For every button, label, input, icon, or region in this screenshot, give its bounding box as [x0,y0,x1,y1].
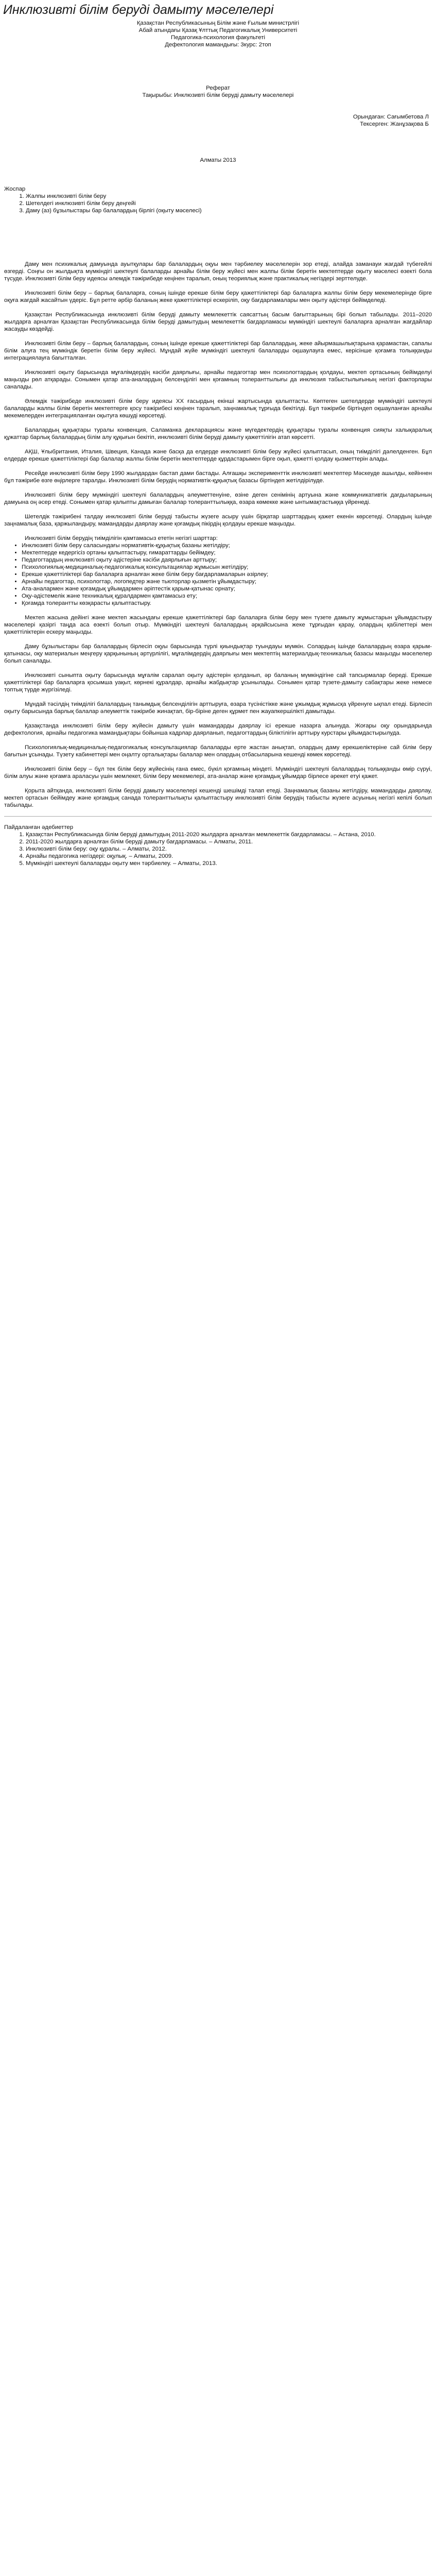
paragraph: Ресейде инклюзивті білім беру 1990 жылдардан бастап дами бастады. Алғашқы эксперименттік инклюзивті мектептер Мәскеуде ашылды, кейіннен бұл тәжірибе өзге өңірлерге таралды. Инклюзивті білім берудің нормативтік-құқықтық базасы біртіндеп жетілдірілуде. [4,470,432,484]
list-item: • Педагогтардың инклюзивті оқыту әдістеріне кәсіби даярлығын арттыру; [22,556,432,564]
reference-item: 4. Арнайы педагогика негіздері: оқулық. – Алматы, 2009. [26,853,432,860]
toc-item: 3. Даму (аз) бұзылыстары бар балалардың бірлігі (оқыту мәселесі) [26,207,432,214]
divider [4,816,432,817]
doc-type: Реферат [206,85,230,91]
paragraph: Даму мен психикалық дамуында ауытқулары бар балалардың оқуы мен тәрбиелеу мәселелерін зор етеді, алайда заманауи жағдай түбегейлі өзгерді. Соңғы он жылдықта мүмкіндігі шектеулі балаларды арнайы білім беру жүйесі мен жалпы білім беретін мектептерде оқыту мәселесі өзекті бола түсуде. Инклюзивті білім беру идеясы әлемдік тәжірибеде кеңінен таралып, оның теориялық және практикалық негіздері зерттелуде. [4,261,432,282]
author-block [4,113,432,128]
paragraph: Қорыта айтқанда, инклюзивті білім беруді дамыту мәселелері кешенді шешімді талап етеді. Заңнамалық базаны жетілдіру, мамандарды даярлау, мектеп ортасын бейімдеу және қоғамдық санада толеранттылықты қалыптастыру инклюзивті білім берудің табысты жүзеге асуының негізгі кепілі болып табылады. [4,788,432,808]
paragraph: Инклюзивті білім беру мүмкіндігі шектеулі балалардың әлеуметтенуіне, өзіне деген сенімінің артуына және коммуникативтік дағдыларының дамуына оң әсер етеді. Сонымен қатар қалыпты дамыған балалар толеранттылыққа, өзара көмекке және ынтымақтастыққа үйренеді. [4,492,432,505]
checker-line: Тексерген: Жанұзақова Б [360,121,429,127]
paragraph: Балалардың құқықтары туралы конвенция, Саламанка декларациясы және мүгедектердің құқықтары туралы конвенция сияқты халықаралық құжаттар барлық балалардың білім алу құқығын бекітіп, инклюзивті білім беруді дамыту қажеттілігін атап көрсетті. [4,427,432,440]
list-item: • Ата-аналармен және қоғамдық ұйымдармен әріптестік қарым-қатынас орнату; [22,585,432,592]
paragraph: Инклюзивті білім беру – барлық балаларға, соның ішінде ерекше білім беру қажеттіліктері бар балаларға жалпы білім беру мекемелерінде бірге оқуға жағдай жасайтын үдеріс. Бұл ретте әрбір баланың жеке қажеттіліктері ескеріліп, оқу бағдарламалары мен оқыту әдістері бейімделеді. [4,290,432,303]
city-year-block [4,157,432,164]
paragraph: Шетелдік тәжірибені талдау инклюзивті білім беруді табысты жүзеге асыру үшін бірқатар шарттардың қажет екенін көрсетеді. Олардың ішінде заңнамалық база, қаржыландыру, мамандарды даярлау және қоғамдық пікірдің қолдауы ерекше маңызды. [4,514,432,527]
toc-item: 2. Шетелдегі инклюзивті білім беру деңгейі [26,200,432,207]
list-item: • Психологиялық-медициналық-педагогикалық консультациялар жұмысын жетілдіру; [22,564,432,571]
ministry-line: Қазақстан Республикасының Білім және Ғылым министрлігі [136,20,300,26]
toc-item: 1. Жалпы инклюзивті білім беру [26,193,432,200]
list-item: • Оқу-әдістемелік және техникалық құралдармен қамтамасыз ету; [22,592,432,600]
paragraph: АҚШ, Ұлыбритания, Италия, Швеция, Канада және басқа да елдерде инклюзивті білім беру жүйесі қалыптасып, оның тиімділігі дәлелденген. Бұл елдерде ерекше қажеттіліктері бар балалар жалпы білім беретін мектептерде құрдастарымен бірге оқып, қажетті қолдау қызметтерін алады. [4,449,432,462]
paragraph: Инклюзивті сыныпта оқыту барысында мұғалім саралап оқыту әдістерін қолданып, әр баланың мүмкіндігіне сай тапсырмалар береді. Ерекше қажеттіліктері бар балаларға қосымша уақыт, көрнекі құралдар, арнайы жабдықтар ұсынылады. Сонымен қатар түзете-дамыту сабақтары жеке немесе топтық түрде жүргізіледі. [4,672,432,693]
paragraph: Мұндай тәсілдің тиімділігі балалардың танымдық белсенділігін арттыруға, өзара түсіністікке және ұжымдық жұмысқа үйренуге ықпал етеді. Бірлесіп оқыту барысында барлық балалар әлеуметтік тәжірибе жинақтап, бір-біріне деген құрмет пен жауапкершілікті дамытады. [4,701,432,715]
conditions-intro: Инклюзивті білім берудің тиімділігін қамтамасыз ететін негізгі шарттар: [25,535,218,541]
department-line: Дефектология мамандығы: 3курс: 2топ [165,42,271,48]
doc-type-block [4,84,432,99]
paragraph: Қазақстанда инклюзивті білім беру жүйесін дамыту үшін мамандарды даярлау ісі ерекше назарға алынуда. Жоғары оқу орындарында дефектология, арнайы педагогика мамандықтары бойынша кадрлар даярланып, педагогтардың біліктілігін арттыру курстары ұйымдастырылуда. [4,723,432,736]
university-line: Абай атындағы Қазақ Ұлттық Педагогикалық Университеті [138,27,298,33]
toc-heading: Жоспар [4,186,26,192]
list-item: • Мектептерде кедергісіз ортаны қалыптастыру, ғимараттарды бейімдеу; [22,549,432,556]
paragraph: Даму бұзылыстары бар балалардың бірлесіп оқуы барысында түрлі қиындықтар туындауы мүмкін. Солардың ішінде балалардың өзара қарым-қатынасы, оқу материалын меңгеру қарқынының әртүрлілігі, мұғалімдердің даярлығы мен мектептің материалдық-техникалық базасы маңызды мәселелер болып саналады. [4,643,432,664]
conditions-list [4,542,432,607]
list-item: • Арнайы педагогтар, психологтар, логопедтер және тьюторлар қызметін ұйымдастыру; [22,578,432,585]
reference-item: 3. Инклюзивті білім беру: оқу құралы. – Алматы, 2012. [26,845,432,853]
page-title: Инклюзивті білім беруді дамыту мәселелері [3,2,274,17]
list-item: • Қоғамда толерантты көзқарасты қалыптастыру. [22,600,432,607]
faculty-line: Педагогика-психология факультеті [171,35,265,41]
paragraph: Әлемдік тәжірибеде инклюзивті білім беру идеясы ХХ ғасырдың екінші жартысында қалыптасты. Көптеген шетелдерде мүмкіндігі шектеулі балаларды жалпы білім беретін мектептерге қосу тәжірибесі кеңінен таралып, заңнамалық тұрғыда бекітілді. Бұл тәжірибе біртіндеп оқшауланған арнайы мекемелерден интеграцияланған оқытуға көшуді көрсетеді. [4,398,432,419]
reference-item: 1. Қазақстан Республикасында білім беруді дамытудың 2011-2020 жылдарға арналған мемлекеттік бағдарламасы. – Астана, 2010. [26,831,432,838]
toc-list [4,193,432,214]
reference-item: 2. 2011-2020 жылдарға арналған білім беруді дамыту бағдарламасы. – Алматы, 2011. [26,838,432,845]
references-list [4,831,432,867]
paragraph: Психологиялық-медициналық-педагогикалық консультациялар балаларды ерте жастан анықтап, олардың даму ерекшеліктеріне сай білім беру бағытын ұсынады. Түзету кабинеттері мен оңалту орталықтары балалар мен олардың отбасыларына кешенді көмек көрсетеді. [4,744,432,758]
paragraph: Мектеп жасына дейінгі және мектеп жасындағы ерекше қажеттіліктері бар балаларға білім беру мен түзете дамыту жұмыстарын ұйымдастыру мәселелері қазіргі таңда аса өзекті болып отыр. Мүмкіндігі шектеулі балалардың әрқайсысына жеке тұрғыдан қарау, олардың қабілеттері мен қажеттіліктерін ескеру маңызды. [4,615,432,635]
list-item: • Ерекше қажеттіліктері бар балаларға арналған жеке білім беру бағдарламаларын әзірлеу; [22,571,432,578]
list-item: • Инклюзивті білім беру саласындағы нормативтік-құқықтық базаны жетілдіру; [22,542,432,549]
author-line: Орындаған: Сағымбетова Л [353,114,429,120]
paragraph: Инклюзивті білім беру – барлық балалардың, соның ішінде ерекше қажеттіліктері бар балалардың, жеке айырмашылықтарына қарамастан, сапалы білім алуға тең мүмкіндік беретін білім беру жүйесі. Мұндай жүйе мүмкіндігі шектеулі балаларды оқшаулауға емес, керісінше қоғамға толыққанды интеграциялауға бағытталған. [4,341,432,361]
paragraph: Инклюзивті оқыту барысында мұғалімдердің кәсіби даярлығы, арнайы педагогтар мен психологтардың қолдауы, мектеп ортасының бейімделуі маңызды рөл атқарады. Сонымен қатар ата-аналардың белсенділігі мен қоғамның толеранттылығы да инклюзия табыстылығының негізгі факторлары саналады. [4,369,432,390]
references-heading: Пайдаланған әдебиеттер [4,824,74,831]
paragraph: Инклюзивті білім беру – бұл тек білім беру жүйесінің ғана емес, бүкіл қоғамның міндеті. Мүмкіндігі шектеулі балалардың толыққанды өмір сүруі, білім алуы және қоғамға араласуы үшін мемлекет, білім беру мекемелері, ата-аналар және қоғамдық ұйымдар бірлесе әрекет етуі қажет. [4,766,432,779]
title-page-meta [4,20,432,48]
document-body [0,20,436,867]
topic-line: Тақырыбы: Инклюзивті білім беруді дамыту мәселелері [142,92,294,98]
page-header [0,0,436,20]
main-content [4,261,432,809]
city-year: Алматы 2013 [200,157,236,163]
reference-item: 5. Мүмкіндігі шектеулі балаларды оқыту мен тәрбиелеу. – Алматы, 2013. [26,860,432,867]
paragraph: Қазақстан Республикасында инклюзивті білім беруді дамыту мемлекеттік саясаттың басым бағыттарының бірі болып табылады. 2011–2020 жылдарға арналған Қазақстан Республикасында білім беруді дамытудың мемлекеттік бағдарламасы мүмкіндігі шектеулі балаларға арналған жағдайлар жасауды көздейді. [4,312,432,332]
